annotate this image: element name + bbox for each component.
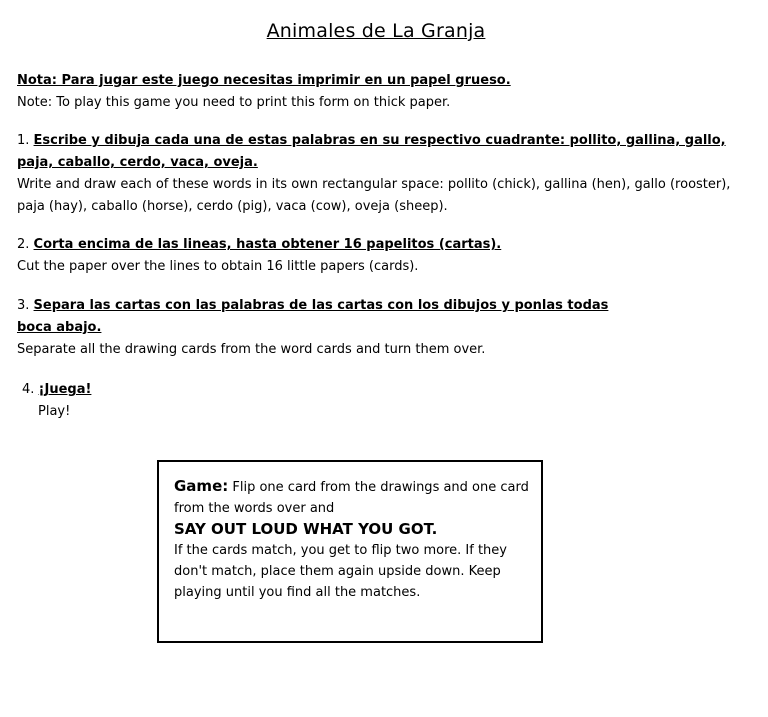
step-2 [17, 234, 757, 278]
game-rules: If the cards match, you get to flip two more. If they don't match, place them again upside down. Keep playing until you find all the matches. [174, 543, 507, 600]
page-title: Animales de La Granja [266, 20, 486, 42]
step-4 [22, 379, 762, 423]
step-3-spanish-line2: boca abajo. [17, 320, 102, 335]
step-2-spanish: Corta encima de las lineas, hasta obtener 16 papelitos (cartas). [33, 237, 502, 252]
step-4-number: 4. [22, 382, 35, 397]
game-intro: Flip one card from the drawings and one card from the words over and [174, 480, 529, 516]
step-1-spanish: Escribe y dibuja cada una de estas palabras en su respectivo cuadrante: pollito, gallina, gallo, paja, caballo, cerdo, vaca, oveja. [17, 133, 726, 170]
step-2-english: Cut the paper over the lines to obtain 16 little papers (cards). [17, 259, 419, 274]
step-4-english: Play! [38, 404, 71, 419]
note-section [17, 70, 757, 114]
step-1 [17, 130, 757, 218]
step-4-spanish: ¡Juega! [38, 382, 92, 397]
step-1-english-line1: Write and draw each of these words in its own rectangular space: pollito (chick), gallina (hen), gallo (rooster), [17, 177, 731, 192]
game-shout: SAY OUT LOUD WHAT YOU GOT. [174, 520, 438, 538]
step-2-number: 2. [17, 237, 30, 252]
note-spanish: Nota: Para jugar este juego necesitas imprimir en un papel grueso. [17, 73, 511, 88]
step-3-english: Separate all the drawing cards from the word cards and turn them over. [17, 342, 486, 357]
step-3-number: 3. [17, 298, 30, 313]
game-label: Game: [174, 477, 229, 495]
note-english: Note: To play this game you need to print this form on thick paper. [17, 95, 451, 110]
step-1-english-line2: paja (hay), caballo (horse), cerdo (pig), vaca (cow), oveja (sheep). [17, 199, 448, 214]
step-1-number: 1. [17, 133, 30, 148]
game-instructions-box [157, 460, 543, 643]
step-3-spanish-line1: Separa las cartas con las palabras de las cartas con los dibujos y ponlas todas [33, 298, 609, 313]
step-3 [17, 295, 757, 361]
